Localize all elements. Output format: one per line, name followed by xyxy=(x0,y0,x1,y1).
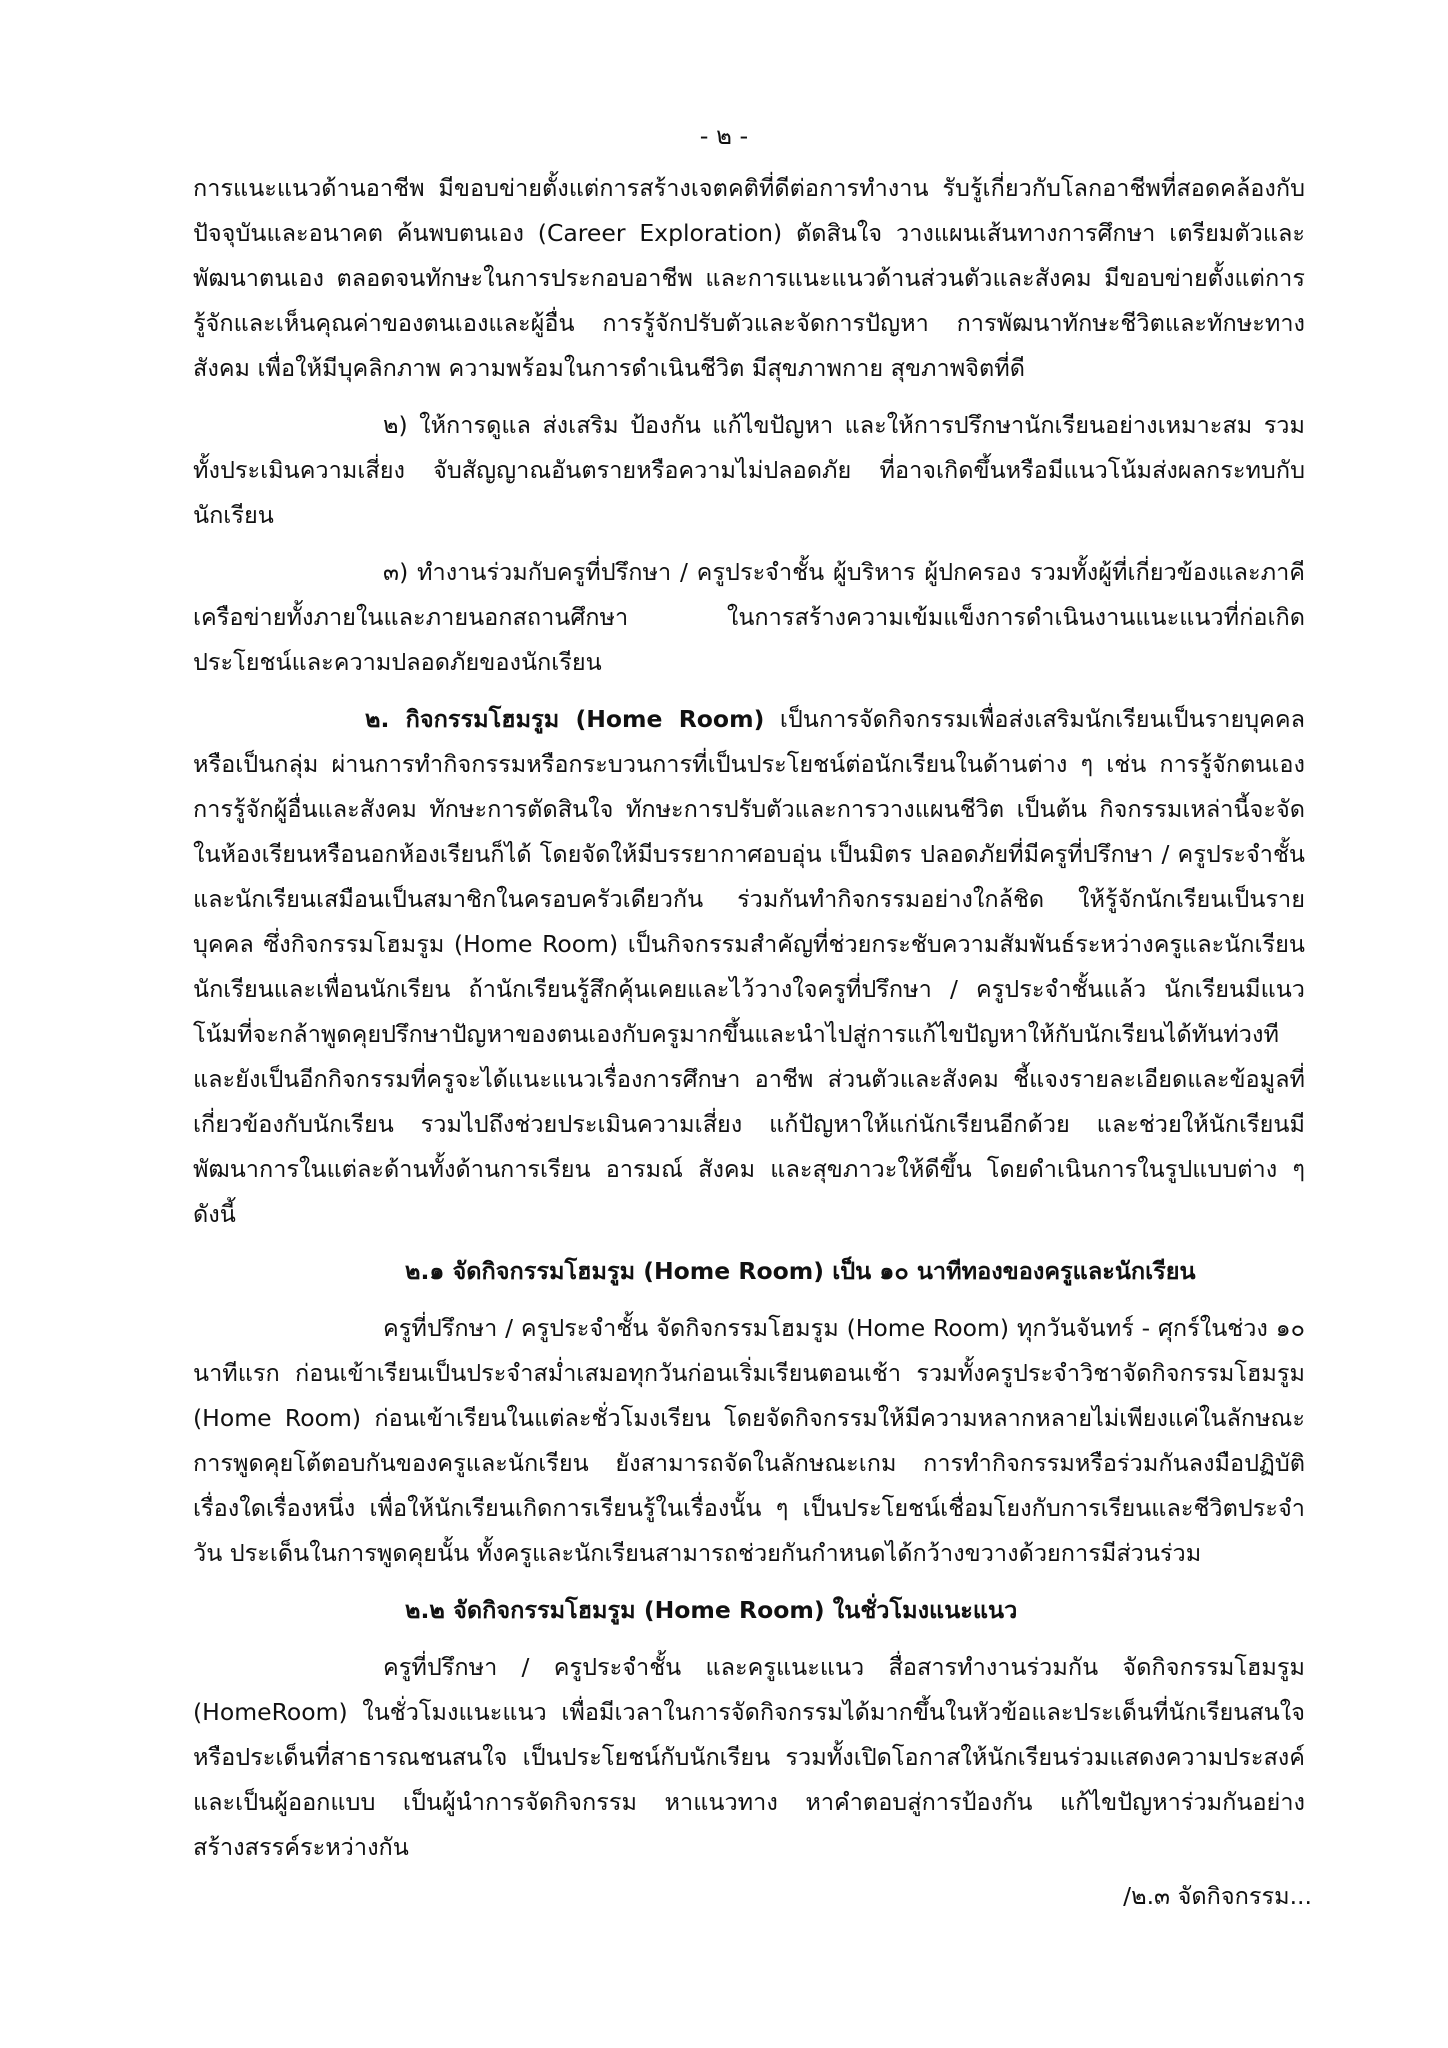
continuation-note: /๒.๓ จัดกิจกรรม... xyxy=(1123,1882,1312,1910)
paragraph-item-3: ๓) ทำงานร่วมกับครูที่ปรึกษา / ครูประจำชั้น ผู้บริหาร ผู้ปกครอง รวมทั้งผู้ที่เกี่ยวข้องและภาคีเครือข่ายทั้งภายในและภายนอกสถานศึกษา ในการสร้างความเข้มแข็งการดำเนินงานแนะแนวที่ก่อเกิดประโยชน์และความปลอดภัยของนักเรียน xyxy=(193,558,1305,676)
paragraph-home-room xyxy=(193,697,1305,1237)
section-heading-home-room: ๒. กิจกรรมโฮมรูม (Home Room) xyxy=(365,705,765,733)
paragraph-2-2-body: ครูที่ปรึกษา / ครูประจำชั้น และครูแนะแนว สื่อสารทำงานร่วมกัน จัดกิจกรรมโฮมรูม (HomeRoom) ในชั่วโมงแนะแนว เพื่อมีเวลาในการจัดกิจกรรมได้มากขึ้นในหัวข้อและประเด็นที่นักเรียนสนใจหรือประเด็นที่สาธารณชนสนใจ เป็นประโยชน์กับนักเรียน รวมทั้งเปิดโอกาสให้นักเรียนร่วมแสดงความประสงค์และเป็นผู้ออกแบบ เป็นผู้นำการจัดกิจกรรม หาแนวทาง หาคำตอบสู่การป้องกัน แก้ไขปัญหาร่วมกันอย่างสร้างสรรค์ระหว่างกัน xyxy=(193,1653,1305,1861)
subheading-2-2: ๒.๒ จัดกิจกรรมโฮมรูม (Home Room) ในชั่วโมงแนะแนว xyxy=(405,1596,1018,1624)
page-number: - ๒ - xyxy=(699,122,749,150)
document-body xyxy=(193,166,1305,1870)
paragraph-item-2: ๒) ให้การดูแล ส่งเสริม ป้องกัน แก้ไขปัญหา และให้การปรึกษานักเรียนอย่างเหมาะสม รวมทั้งประเมินความเสี่ยง จับสัญญาณอันตรายหรือความไม่ปลอดภัย ที่อาจเกิดขึ้นหรือมีแนวโน้มส่งผลกระทบกับนักเรียน xyxy=(193,411,1305,529)
paragraph-home-room-body: เป็นการจัดกิจกรรมเพื่อส่งเสริมนักเรียนเป็นรายบุคคลหรือเป็นกลุ่ม ผ่านการทำกิจกรรมหรือกระบวนการที่เป็นประโยชน์ต่อนักเรียนในด้านต่าง ๆ เช่น การรู้จักตนเอง การรู้จักผู้อื่นและสังคม ทักษะการตัดสินใจ ทักษะการปรับตัวและการวางแผนชีวิต เป็นต้น กิจกรรมเหล่านี้จะจัดในห้องเรียนหรือนอกห้องเรียนก็ได้ โดยจัดให้มีบรรยากาศอบอุ่น เป็นมิตร ปลอดภัยที่มีครูที่ปรึกษา / ครูประจำชั้น และนักเรียนเสมือนเป็นสมาชิกในครอบครัวเดียวกัน ร่วมกันทำกิจกรรมอย่างใกล้ชิด ให้รู้จักนักเรียนเป็นรายบุคคล ซึ่งกิจกรรมโฮมรูม (Home Room) เป็นกิจกรรมสำคัญที่ช่วยกระชับความสัมพันธ์ระหว่างครูและนักเรียน นักเรียนและเพื่อนนักเรียน ถ้านักเรียนรู้สึกคุ้นเคยและไว้วางใจครูที่ปรึกษา / ครูประจำชั้นแล้ว นักเรียนมีแนวโน้มที่จะกล้าพูดคุยปรึกษาปัญหาของตนเองกับครูมากขึ้นและนำไปสู่การแก้ไขปัญหาให้กับนักเรียนได้ทันท่วงทีและยังเป็นอีกกิจกรรมที่ครูจะได้แนะแนวเรื่องการศึกษา อาชีพ ส่วนตัวและสังคม ชี้แจงรายละเอียดและข้อมูลที่เกี่ยวข้องกับนักเรียน รวมไปถึงช่วยประเมินความเสี่ยง แก้ปัญหาให้แก่นักเรียนอีกด้วย และช่วยให้นักเรียนมีพัฒนาการในแต่ละด้านทั้งด้านการเรียน อารมณ์ สังคม และสุขภาวะให้ดีขึ้น โดยดำเนินการในรูปแบบต่าง ๆ ดังนี้ xyxy=(193,705,1305,1228)
paragraph-career-guidance: การแนะแนวด้านอาชีพ มีขอบข่ายตั้งแต่การสร้างเจตคติที่ดีต่อการทำงาน รับรู้เกี่ยวกับโลกอาชีพที่สอดคล้องกับปัจจุบันและอนาคต ค้นพบตนเอง (Career Exploration) ตัดสินใจ วางแผนเส้นทางการศึกษา เตรียมตัวและพัฒนาตนเอง ตลอดจนทักษะในการประกอบอาชีพ และการแนะแนวด้านส่วนตัวและสังคม มีขอบข่ายตั้งแต่การรู้จักและเห็นคุณค่าของตนเองและผู้อื่น การรู้จักปรับตัวและจัดการปัญหา การพัฒนาทักษะชีวิตและทักษะทางสังคม เพื่อให้มีบุคลิกภาพ ความพร้อมในการดำเนินชีวิต มีสุขภาพกาย สุขภาพจิตที่ดี xyxy=(193,174,1305,382)
paragraph-2-1-body: ครูที่ปรึกษา / ครูประจำชั้น จัดกิจกรรมโฮมรูม (Home Room) ทุกวันจันทร์ - ศุกร์ในช่วง ๑๐ นาทีแรก ก่อนเข้าเรียนเป็นประจำสม่ำเสมอทุกวันก่อนเริ่มเรียนตอนเช้า รวมทั้งครูประจำวิชาจัดกิจกรรมโฮมรูม (Home Room) ก่อนเข้าเรียนในแต่ละชั่วโมงเรียน โดยจัดกิจกรรมให้มีความหลากหลายไม่เพียงแค่ในลักษณะการพูดคุยโต้ตอบกันของครูและนักเรียน ยังสามารถจัดในลักษณะเกม การทำกิจกรรมหรือร่วมกันลงมือปฏิบัติเรื่องใดเรื่องหนึ่ง เพื่อให้นักเรียนเกิดการเรียนรู้ในเรื่องนั้น ๆ เป็นประโยชน์เชื่อมโยงกับการเรียนและชีวิตประจำวัน ประเด็นในการพูดคุยนั้น ทั้งครูและนักเรียนสามารถช่วยกันกำหนดได้กว้างขวางด้วยการมีส่วนร่วม xyxy=(193,1314,1305,1567)
subheading-2-1: ๒.๑ จัดกิจกรรมโฮมรูม (Home Room) เป็น ๑๐ นาทีทองของครูและนักเรียน xyxy=(405,1257,1196,1285)
